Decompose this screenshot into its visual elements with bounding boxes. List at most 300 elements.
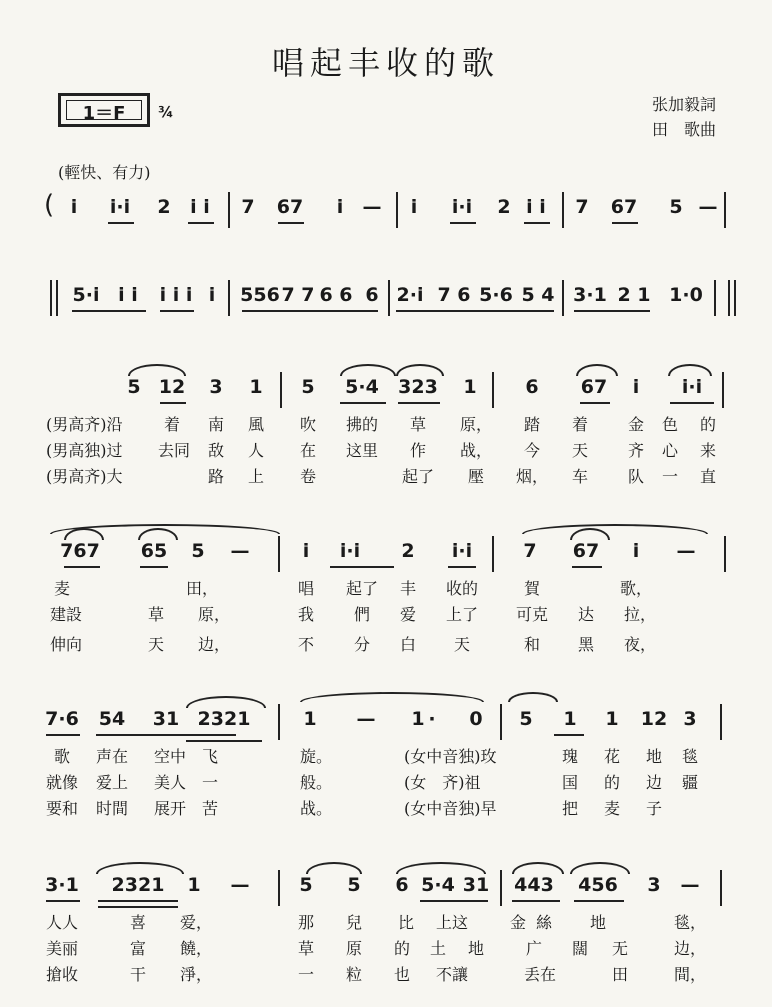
note: — [230,540,250,562]
note: 5 [669,196,683,218]
lyric: 齐 [627,441,645,460]
beam [420,900,488,902]
lyric: 一 [661,467,679,486]
lyric: 吹 [299,415,317,434]
bar-line [714,280,716,316]
beam [572,566,602,568]
lyric: 可克 [515,605,549,624]
note: 5 [191,540,205,562]
lyrics-line-5-1 [0,744,772,766]
lyric: (女中音独)玫 [404,747,497,766]
lyric: 卷 [299,467,317,486]
note: 31 [152,708,180,730]
lyric: 这里 [345,441,379,460]
note: 5 [299,874,313,896]
note: — [676,540,696,562]
lyric: 敌 [207,441,225,460]
lyric: 丰 [399,579,417,598]
note: 67 [610,196,638,218]
note: i [302,540,310,562]
lyric: 就像 [45,773,79,792]
lyric: 的 [603,773,621,792]
song-title: 唱起丰收的歌 [271,44,500,82]
beam [554,734,584,736]
note: 5 [519,708,533,730]
lyric: 丢在 [523,965,557,984]
beam [398,402,440,404]
lyric: 旋。 [299,747,333,766]
lyric: 烟， [515,467,549,486]
lyric: 黑 [577,635,595,654]
lyric: 壓 [467,467,485,486]
lyric: 風 [247,415,265,434]
note: 7 [523,540,537,562]
lyric: 比 [397,913,415,932]
lyric: 金 [509,913,527,932]
repeat-start-bar [50,280,58,316]
lyric: 草 [297,939,315,958]
lyric: 不 [297,635,315,654]
beam [140,566,168,568]
lyric: 要和 [45,799,79,818]
beam [160,310,194,312]
lyrics-line-3-3 [0,464,772,486]
lyric: 地 [645,747,663,766]
lyric: 草 [147,605,165,624]
lyrics-line-5-3 [0,796,772,818]
slur [512,862,564,874]
slur [340,364,396,376]
note: i·i [451,540,473,562]
bar-line [500,704,502,740]
note: 3 [683,708,697,730]
lyric: 人人 [45,913,79,932]
note: 1 [463,376,477,398]
slur [668,364,712,376]
note: i i [118,284,138,306]
note: 67 [580,376,608,398]
beam [278,222,304,224]
lyric: 上 [247,467,265,486]
score-system-5 [0,708,772,740]
lyric: 瑰 [561,747,579,766]
lyric: 饒， [179,939,213,958]
note: 1 [411,708,425,730]
beam [46,734,80,736]
lyric: 边 [645,773,663,792]
beam [448,566,476,568]
lyric: 闊 [571,939,589,958]
lyric: 富 [129,939,147,958]
lyric: 伸向 [49,635,83,654]
note: i·i [109,196,131,218]
lyric: 空中 [153,747,187,766]
note: 6 6 [319,284,353,306]
note: 6 [365,284,379,306]
bar-line [562,192,564,228]
lyric: 来 [699,441,717,460]
note: 5·i [72,284,100,306]
score-system-2 [0,284,772,316]
beam [512,900,560,902]
note: 7·6 [45,708,79,730]
lyric: 达 [577,605,595,624]
lyric: 疆 [681,773,699,792]
bar-line [722,372,724,408]
note: 7 7 [281,284,315,306]
key-signature: 1＝F [82,103,126,124]
slur [128,364,186,376]
lyric: 花 [603,747,621,766]
lyric: 麦 [603,799,621,818]
note: i [632,376,640,398]
bar-line [492,372,494,408]
slur [306,862,362,874]
beam [160,402,186,404]
note: — [362,196,382,218]
bar-line [278,870,280,906]
slur [570,862,630,874]
lyrics-line-3-1 [0,412,772,434]
lyric: (男高独)过 [46,441,123,460]
note: i i [190,196,210,218]
bar-line [562,280,564,316]
beam [46,900,80,902]
note: 323 [398,376,438,398]
beam [574,310,650,312]
lyric: 无 [611,939,629,958]
lyric: (女 齐)祖 [404,773,481,792]
note: 5·4 [421,874,455,896]
lyric: 唱 [297,579,315,598]
beam [574,900,624,902]
bar-line [724,536,726,572]
lyric: 飞 [201,747,219,766]
note: 1 [303,708,317,730]
lyric: 去同 [157,441,191,460]
beam [330,566,394,568]
lyric: 爱 [399,605,417,624]
composer-credit: 田 歌曲 [652,120,717,139]
lyric: 那 [297,913,315,932]
lyric: 爱上 [95,773,129,792]
note: 2321 [197,708,251,730]
slur [508,692,558,702]
lyric: 天 [453,635,471,654]
bar-line [388,280,390,316]
lyric: 心 [661,441,679,460]
lyric: 絲 [535,913,553,932]
lyric: 战。 [299,799,333,818]
beam [186,740,262,742]
bar-line [280,372,282,408]
score-system-3 [0,376,772,408]
lyric: 干 [129,965,147,984]
lyric: 粒 [345,965,363,984]
note: 7 6 [437,284,471,306]
lyric: 地 [589,913,607,932]
note: 2 [401,540,415,562]
note: — [680,874,700,896]
note: 65 [140,540,168,562]
lyric: 拉， [623,605,657,624]
lyric: 在 [299,441,317,460]
beam [396,310,554,312]
beam [108,222,134,224]
note: — [698,196,718,218]
lyric: 国 [561,773,579,792]
slur [396,364,444,376]
lyric: 賀 [523,579,541,598]
lyric: 毯 [681,747,699,766]
beam [98,900,178,902]
lyric: 我 [297,605,315,624]
score-system-4 [0,540,772,572]
note: i i [526,196,546,218]
lyric: 人 [247,441,265,460]
lyric: 着 [571,415,589,434]
note: 2 [157,196,171,218]
beam [580,402,610,404]
beam [242,310,378,312]
lyric: 的 [393,939,411,958]
lyric: 收的 [445,579,479,598]
note: 6 [525,376,539,398]
tempo-marking: (輕快、有力) [58,163,151,182]
lyrics-line-6-2 [0,936,772,958]
lyric: 原 [345,939,363,958]
lyric: 车 [571,467,589,486]
lyric: 白 [399,635,417,654]
lyric: 今 [523,441,541,460]
bar-line [720,704,722,740]
lyric: 田 [611,965,629,984]
slur [300,692,484,702]
lyric: 踏 [523,415,541,434]
note: i·i [339,540,361,562]
beam [96,734,236,736]
slur [96,862,184,874]
note: i·i [681,376,703,398]
lyric: 土 [429,939,447,958]
note: 1 [249,376,263,398]
bar-line [228,280,230,316]
lyrics-line-6-3 [0,962,772,984]
bar-line [492,536,494,572]
note: 1·0 [669,284,703,306]
note: 5·4 [345,376,379,398]
lyric: 搶收 [45,965,79,984]
lyric: 拂的 [345,415,379,434]
lyric: 战， [459,441,493,460]
note: 3 [647,874,661,896]
note: 1 [563,708,577,730]
note: 3·1 [45,874,79,896]
lyric: 天 [147,635,165,654]
note: 1 [605,708,619,730]
lyric: 一 [297,965,315,984]
lyric: 爱， [179,913,213,932]
lyric: 地 [467,939,485,958]
lyrics-line-6-1 [0,910,772,932]
lyric: 原， [459,415,493,434]
note: i i i [159,284,193,306]
lyric: 和 [523,635,541,654]
note: 6 [395,874,409,896]
lyric: 边， [197,635,231,654]
lyric: 般。 [299,773,333,792]
lyric: 作 [409,441,427,460]
bar-line [228,192,230,228]
lyric: 边， [673,939,707,958]
lyric: 金 [627,415,645,434]
note: 2 [497,196,511,218]
note: 456 [578,874,618,896]
bar-line [396,192,398,228]
note: 3 [209,376,223,398]
lyrics-line-5-2 [0,770,772,792]
note: 67 [276,196,304,218]
beam [340,402,386,404]
lyrics-line-4-2 [0,602,772,624]
note: 2·i [396,284,424,306]
lyrics-line-3-2 [0,438,772,460]
note: 2 1 [617,284,651,306]
lyric: 声在 [95,747,129,766]
note: 12 [640,708,668,730]
note: 1 [187,874,201,896]
beam [98,906,178,908]
note: i [410,196,418,218]
lyric: (男高齐)大 [46,467,123,486]
lyric: 不讓 [435,965,469,984]
time-signature: ¾ [158,103,174,121]
note: — [356,708,376,730]
lyrics-line-4-3 [0,632,772,654]
lyric: 上了 [445,605,479,624]
lyric: 队 [627,467,645,486]
lyric: 一 [201,773,219,792]
lyric: 苦 [201,799,219,818]
beam [72,310,146,312]
lyric: 广 [525,939,543,958]
lyric: 时間 [95,799,129,818]
lyric: 們 [353,605,371,624]
note: i·i [451,196,473,218]
beam [524,222,550,224]
note: 767 [60,540,100,562]
lyric: 美丽 [45,939,79,958]
lyric: 天 [571,441,589,460]
lyric: 原， [197,605,231,624]
note: 31 [462,874,490,896]
lyric: 田， [185,579,219,598]
note: — [230,874,250,896]
note: 556 [240,284,280,306]
note: 0 [469,708,483,730]
bar-line [724,192,726,228]
note: i [70,196,78,218]
lyric: 路 [207,467,225,486]
note: 443 [514,874,554,896]
slur [522,524,708,534]
note: 12 [158,376,186,398]
lyric: 毯， [673,913,707,932]
slur [576,364,618,376]
lyric: 把 [561,799,579,818]
note: 5 [127,376,141,398]
bar-line [278,536,280,572]
score-system-1 [0,190,772,228]
lyric: 夜， [623,635,657,654]
slur [396,862,486,874]
lyric: 色 [661,415,679,434]
note: i [632,540,640,562]
lyric: 歌 [53,747,71,766]
lyric: 草 [409,415,427,434]
note: 7 [241,196,255,218]
lyric: 喜 [129,913,147,932]
score-system-6 [0,874,772,906]
note: 5 4 [521,284,555,306]
bar-line [720,870,722,906]
note: 54 [98,708,126,730]
note: 5 [347,874,361,896]
slur [186,696,266,708]
lyric: 也 [393,965,411,984]
lyricist-credit: 张加毅詞 [652,95,717,114]
lyric: 間， [673,965,707,984]
note: 5·6 [479,284,513,306]
lyric: 子 [645,799,663,818]
note: 5 [301,376,315,398]
note: 3·1 [573,284,607,306]
lyric: 麦 [53,579,71,598]
lyric: (女中音独)早 [404,799,497,818]
lyric: 上这 [435,913,469,932]
lyric: 兒 [345,913,363,932]
lyric: 着 [163,415,181,434]
note: 67 [572,540,600,562]
beam [450,222,476,224]
lyric: 分 [353,635,371,654]
bar-line [500,870,502,906]
lyric: 直 [699,467,717,486]
lyric: 展开 [153,799,187,818]
bar-line [278,704,280,740]
lyric: 建設 [49,605,83,624]
beam [188,222,214,224]
beam [64,566,100,568]
note: 2321 [111,874,165,896]
note: i [208,284,216,306]
lyric: 起了 [401,467,435,486]
lyric: (男高齐)沿 [46,415,123,434]
note: i [336,196,344,218]
note: 7 [575,196,589,218]
lyric: 歌， [619,579,653,598]
lyric: 美人 [153,773,187,792]
lyrics-line-4-1 [0,576,772,598]
note: · [428,708,436,730]
lyric: 南 [207,415,225,434]
repeat-brace: ( [44,190,55,220]
repeat-end-bar [728,280,736,316]
lyric: 淨， [179,965,213,984]
lyric: 起了 [345,579,379,598]
beam [612,222,638,224]
lyric: 的 [699,415,717,434]
